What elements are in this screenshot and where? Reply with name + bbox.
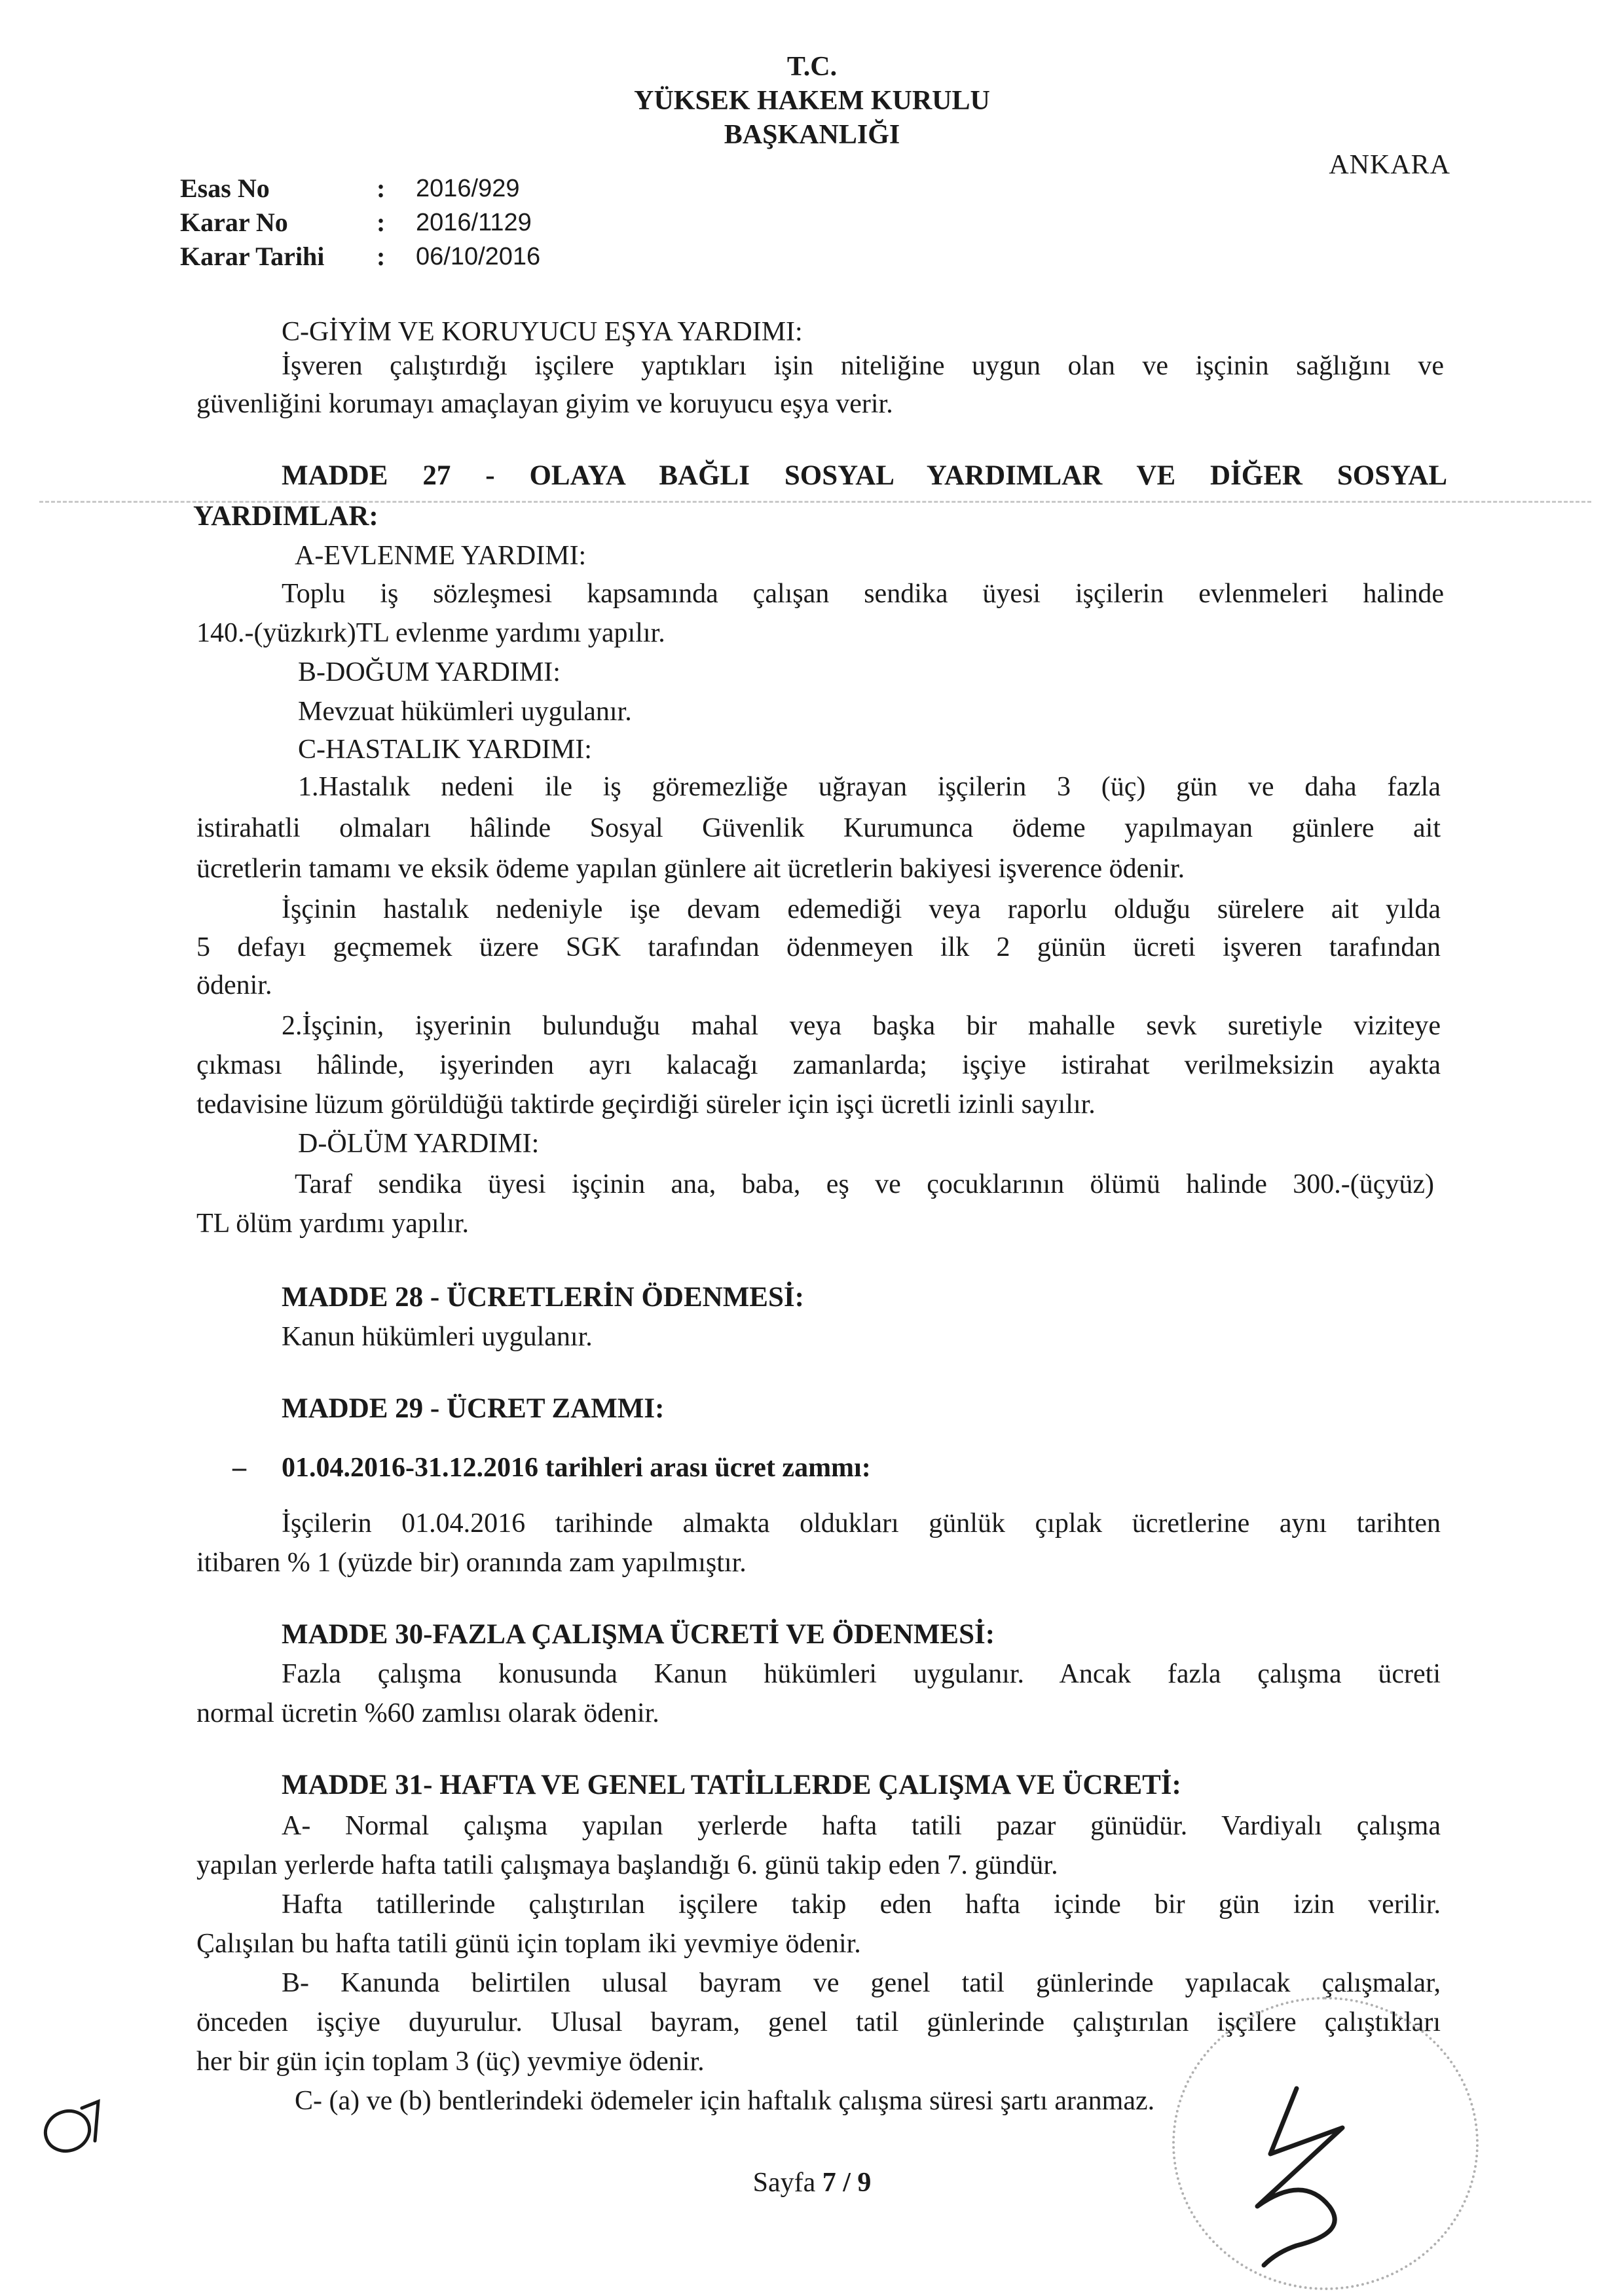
meta-label: Karar Tarihi — [180, 242, 325, 271]
madde-31a2-line-1: Hafta tatillerinde çalıştırılan işçilere takip eden hafta içinde bir gün izin verilir. — [282, 1889, 1441, 1920]
madde-31-heading: MADDE 31- HAFTA VE GENEL TATİLLERDE ÇALIŞMA VE ÜCRETİ: — [282, 1770, 1181, 1800]
madde-28-line-1: Kanun hükümleri uygulanır. — [282, 1322, 593, 1352]
giyim-heading: C-GİYİM VE KORUYUCU EŞYA YARDIMI: — [282, 317, 803, 347]
hastalik-2-line-3: tedavisine lüzum görüldüğü taktirde geçirdiği süreler için işçi ücretli izinli sayılır. — [196, 1089, 1096, 1120]
hastalik-heading: C-HASTALIK YARDIMI: — [298, 735, 592, 765]
madde-31b-line-3: her bir gün için toplam 3 (üç) yevmiye ödenir. — [196, 2047, 705, 2077]
hastalik-1b-line-3: ödenir. — [196, 970, 272, 1000]
meta-colon: : — [377, 208, 386, 237]
hastalik-2-line-1: 2.İşçinin, işyerinin bulunduğu mahal veya başka bir mahalle sevk suretiyle viziteye — [282, 1011, 1441, 1041]
madde-31a-line-2: yapılan yerlerde hafta tatili çalışmaya başlandığı 6. günü takip eden 7. gündür. — [196, 1850, 1058, 1880]
zam-subheading: 01.04.2016-31.12.2016 tarihleri arası ücret zammı: — [282, 1453, 871, 1483]
dogum-line-1: Mevzuat hükümleri uygulanır. — [298, 697, 632, 727]
madde-31a-line-1: A- Normal çalışma yapılan yerlerde hafta tatili pazar günüdür. Vardiyalı çalışma — [282, 1811, 1441, 1841]
header-institution: YÜKSEK HAKEM KURULU — [634, 86, 990, 116]
header-city: ANKARA — [1329, 150, 1450, 180]
evlenme-heading: A-EVLENME YARDIMI: — [295, 541, 587, 571]
meta-value: 06/10/2016 — [416, 243, 541, 270]
madde-30-line-2: normal ücretin %60 zamlısı olarak ödenir. — [196, 1698, 659, 1728]
madde-30-heading: MADDE 30-FAZLA ÇALIŞMA ÜCRETİ VE ÖDENMESİ: — [282, 1619, 995, 1650]
evlenme-line-1: Toplu iş sözleşmesi kapsamında çalışan sendika üyesi işçilerin evlenmeleri halinde — [282, 579, 1444, 609]
meta-colon: : — [377, 242, 386, 271]
page-prefix: Sayfa — [752, 2168, 816, 2198]
page-total: 9 — [857, 2168, 872, 2198]
madde-29-heading: MADDE 29 - ÜCRET ZAMMI: — [282, 1393, 665, 1424]
madde-31b-line-2: önceden işçiye duyurulur. Ulusal bayram, genel tatil günlerinde çalıştırılan işçilere çalıştıkları — [196, 2007, 1441, 2037]
dogum-heading: B-DOĞUM YARDIMI: — [298, 657, 561, 687]
madde-31c-line-1: C- (a) ve (b) bentlerindeki ödemeler için haftalık çalışma süresi şartı aranmaz. — [295, 2086, 1155, 2116]
case-metadata — [180, 172, 540, 274]
meta-label: Karar No — [180, 208, 288, 237]
header-department: BAŞKANLIĞI — [724, 120, 900, 150]
zam-line-2: itibaren % 1 (yüzde bir) oranında zam yapılmıştır. — [196, 1548, 747, 1578]
olum-line-1: Taraf sendika üyesi işçinin ana, baba, eş ve çocuklarının ölümü halinde 300.-(üçyüz) — [295, 1169, 1434, 1199]
meta-value: 2016/1129 — [416, 209, 532, 236]
madde-30-line-1: Fazla çalışma konusunda Kanun hükümleri uygulanır. Ancak fazla çalışma ücreti — [282, 1659, 1441, 1689]
madde-31b-line-1: B- Kanunda belirtilen ulusal bayram ve genel tatil günlerinde yapılacak çalışmalar, — [282, 1968, 1441, 1998]
meta-value: 2016/929 — [416, 175, 520, 202]
olum-line-2: TL ölüm yardımı yapılır. — [196, 1209, 470, 1239]
page-number — [0, 2167, 1624, 2198]
page-separator: / — [843, 2168, 851, 2198]
meta-label: Esas No — [180, 173, 270, 203]
hastalik-1-line-3: ücretlerin tamamı ve eksik ödeme yapılan günlere ait ücretlerin bakiyesi işverence ödenir. — [196, 854, 1185, 884]
hastalik-1-line-1: 1.Hastalık nedeni ile iş göremezliğe uğrayan işçilerin 3 (üç) gün ve daha fazla — [298, 772, 1441, 802]
madde-31a2-line-2: Çalışılan bu hafta tatili günü için toplam iki yevmiye ödenir. — [196, 1929, 861, 1959]
header-tc: T.C. — [786, 52, 838, 82]
meta-row-esas — [180, 172, 540, 206]
hastalik-1b-line-1: İşçinin hastalık nedeniyle işe devam edemediği veya raporlu olduğu sürelere ait yılda — [282, 894, 1441, 924]
madde-28-heading: MADDE 28 - ÜCRETLERİN ÖDENMESİ: — [282, 1282, 804, 1313]
zam-line-1: İşçilerin 01.04.2016 tarihinde almakta oldukları günlük çıplak ücretlerine aynı tarihten — [282, 1508, 1441, 1539]
madde-27-heading-line-2: YARDIMLAR: — [193, 501, 378, 532]
meta-colon: : — [377, 173, 386, 203]
giyim-line-1: İşveren çalıştırdığı işçilere yaptıkları işin niteliğine uygun olan ve işçinin sağlığını ve — [282, 351, 1444, 381]
olum-heading: D-ÖLÜM YARDIMI: — [298, 1129, 540, 1159]
giyim-line-2: güvenliğini korumayı amaçlayan giyim ve koruyucu eşya verir. — [196, 389, 893, 419]
zam-dash: – — [232, 1453, 246, 1483]
page-current: 7 — [822, 2168, 836, 2198]
hastalik-2-line-2: çıkması hâlinde, işyerinden ayrı kalacağı zamanlarda; işçiye istirahat verilmeksizin ayakta — [196, 1050, 1441, 1080]
madde-27-heading-line-1: MADDE 27 - OLAYA BAĞLI SOSYAL YARDIMLAR VE DİĞER SOSYAL — [282, 460, 1447, 491]
meta-row-tarih — [180, 240, 540, 274]
meta-row-karar — [180, 206, 540, 240]
hastalik-1b-line-2: 5 defayı geçmemek üzere SGK tarafından ödenmeyen ilk 2 günün ücreti işveren tarafından — [196, 932, 1441, 962]
hastalik-1-line-2: istirahatli olmaları hâlinde Sosyal Güvenlik Kurumunca ödeme yapılmayan günlere ait — [196, 813, 1441, 843]
margin-mark — [36, 2095, 108, 2160]
evlenme-line-2: 140.-(yüzkırk)TL evlenme yardımı yapılır. — [196, 618, 665, 648]
